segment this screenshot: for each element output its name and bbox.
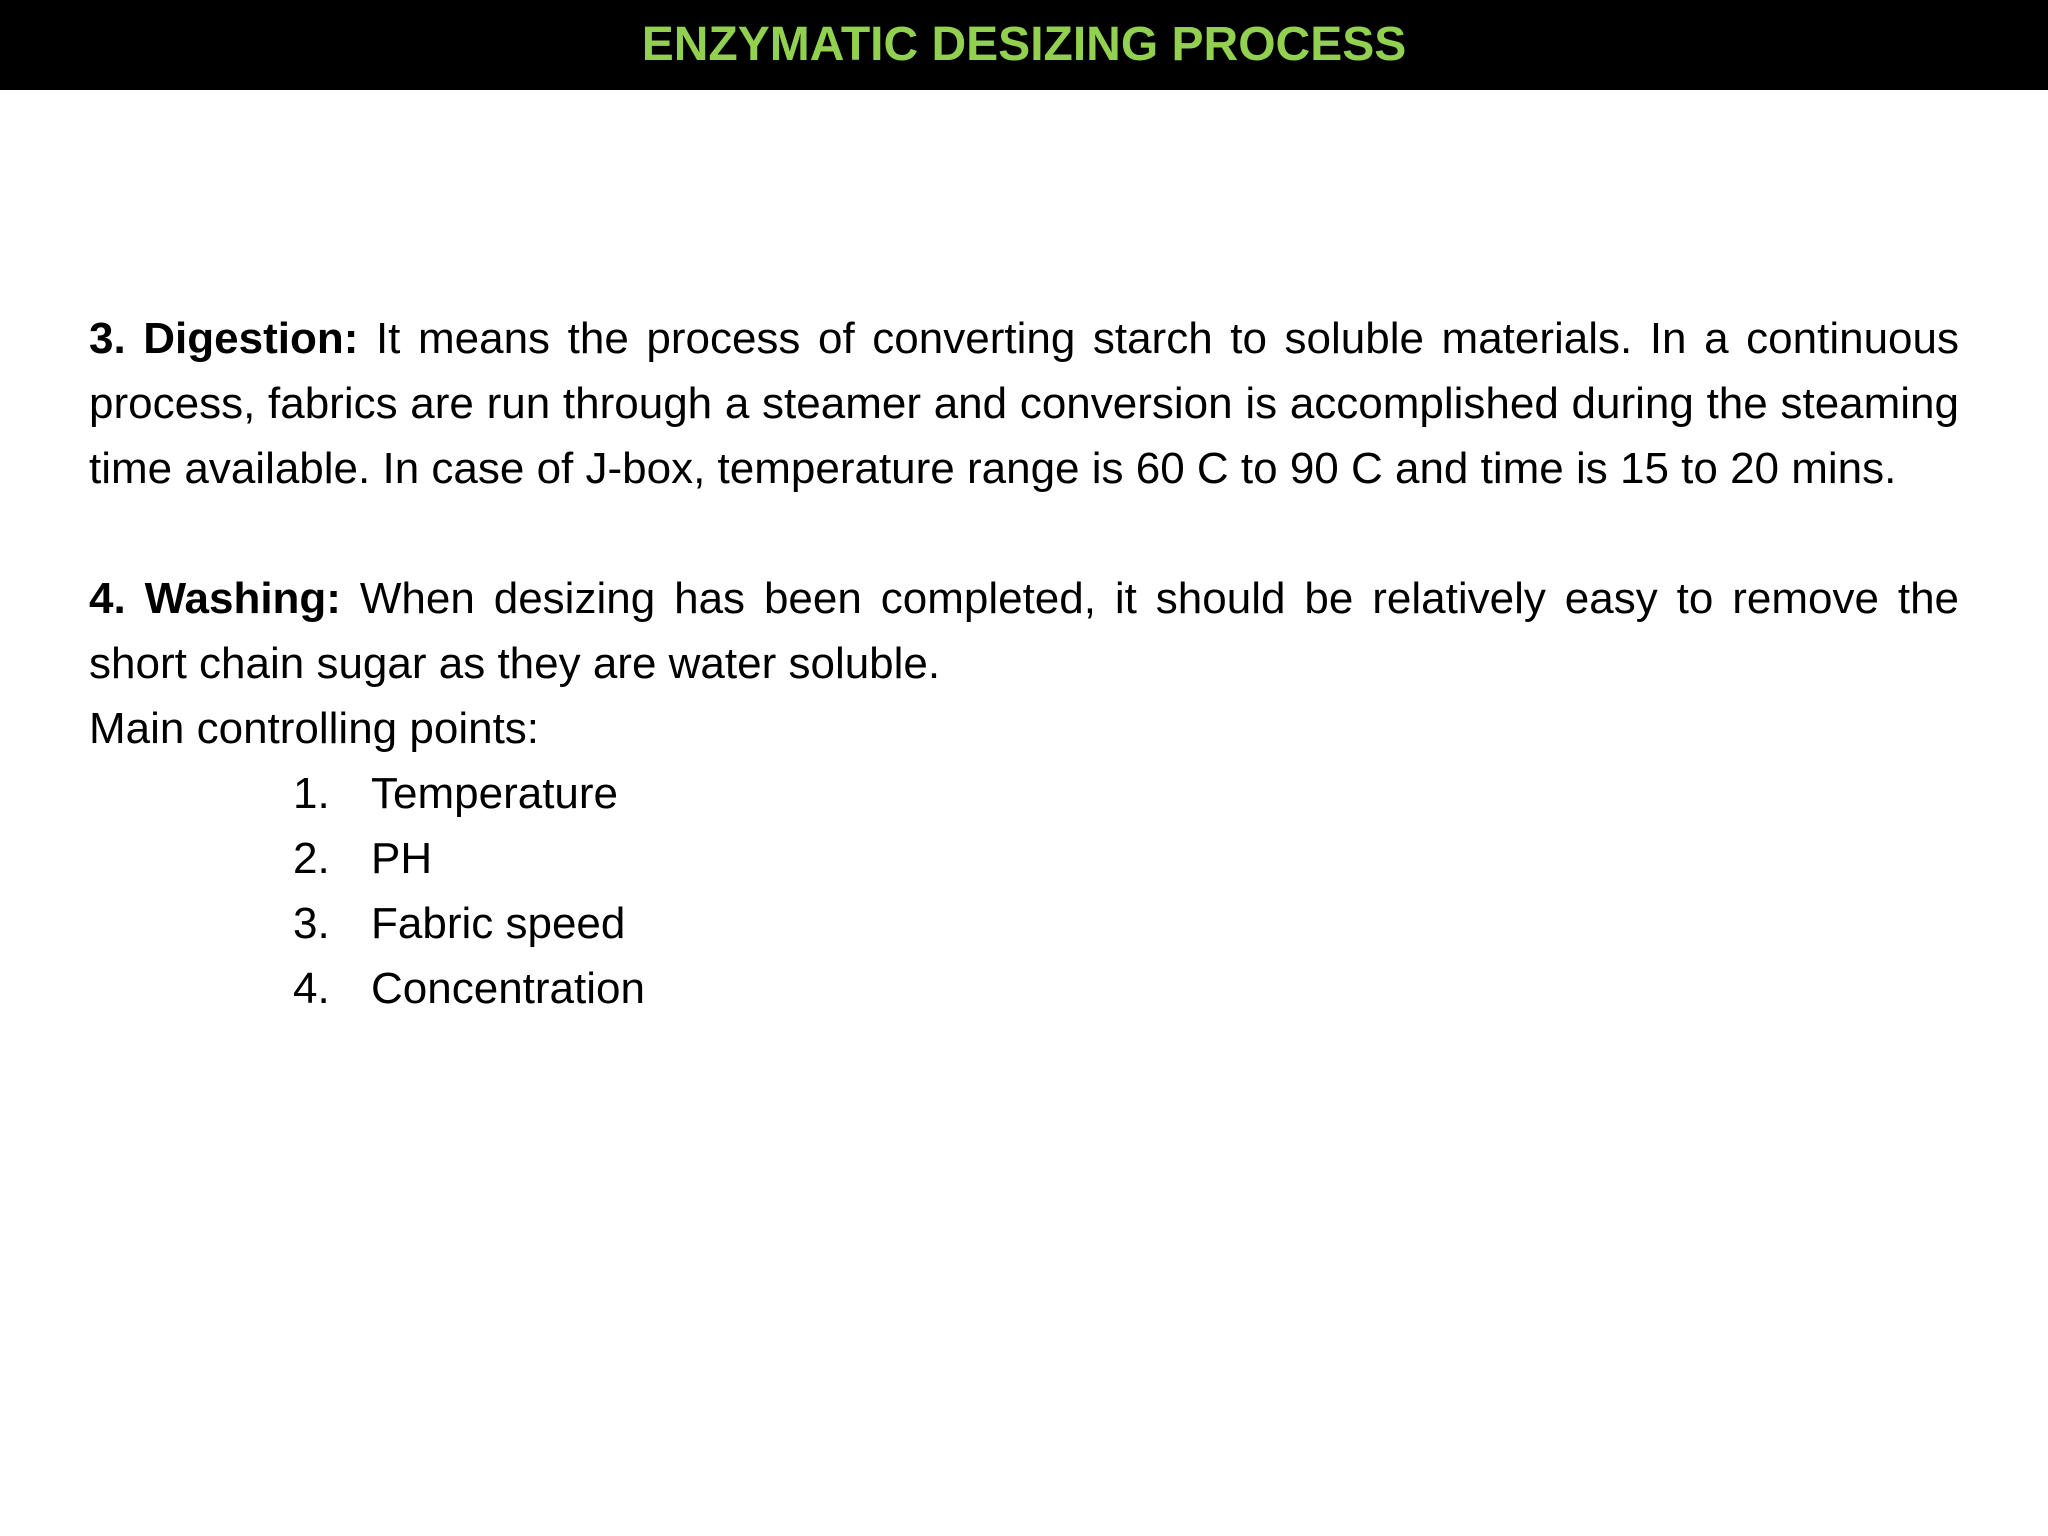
list-item-label: Concentration (371, 964, 645, 1013)
list-item-label: PH (371, 834, 433, 883)
list-item (89, 826, 1959, 891)
washing-paragraph (89, 566, 1959, 696)
list-item-number: 1. (293, 769, 330, 818)
controls-list (89, 761, 1959, 1021)
list-item-number: 3. (293, 899, 330, 948)
controls-heading: Main controlling points: (89, 704, 540, 753)
list-item (89, 891, 1959, 956)
list-item-label: Temperature (371, 769, 619, 818)
digestion-label: 3. Digestion: (89, 314, 359, 363)
spacer (89, 501, 1959, 566)
slide-content (89, 306, 1959, 1021)
title-bar (0, 0, 2048, 90)
washing-text: When desizing has been completed, it should be relatively easy to remove the short chain sugar as they are water soluble. (89, 574, 1960, 688)
list-item (89, 956, 1959, 1021)
list-item-number: 4. (293, 964, 330, 1013)
slide-title: ENZYMATIC DESIZING PROCESS (641, 18, 1407, 71)
washing-label: 4. Washing: (89, 574, 341, 623)
list-item-number: 2. (293, 834, 330, 883)
list-item-label: Fabric speed (371, 899, 626, 948)
list-item (89, 761, 1959, 826)
digestion-paragraph (89, 306, 1959, 501)
digestion-text: It means the process of converting starch to soluble materials. In a continuous process, fabrics are run through a steamer and conversion is accomplished during the steaming time available. In case of J-box, temperature range is 60 C to 90 C and time is 15 to 20 mins. (89, 314, 1959, 493)
